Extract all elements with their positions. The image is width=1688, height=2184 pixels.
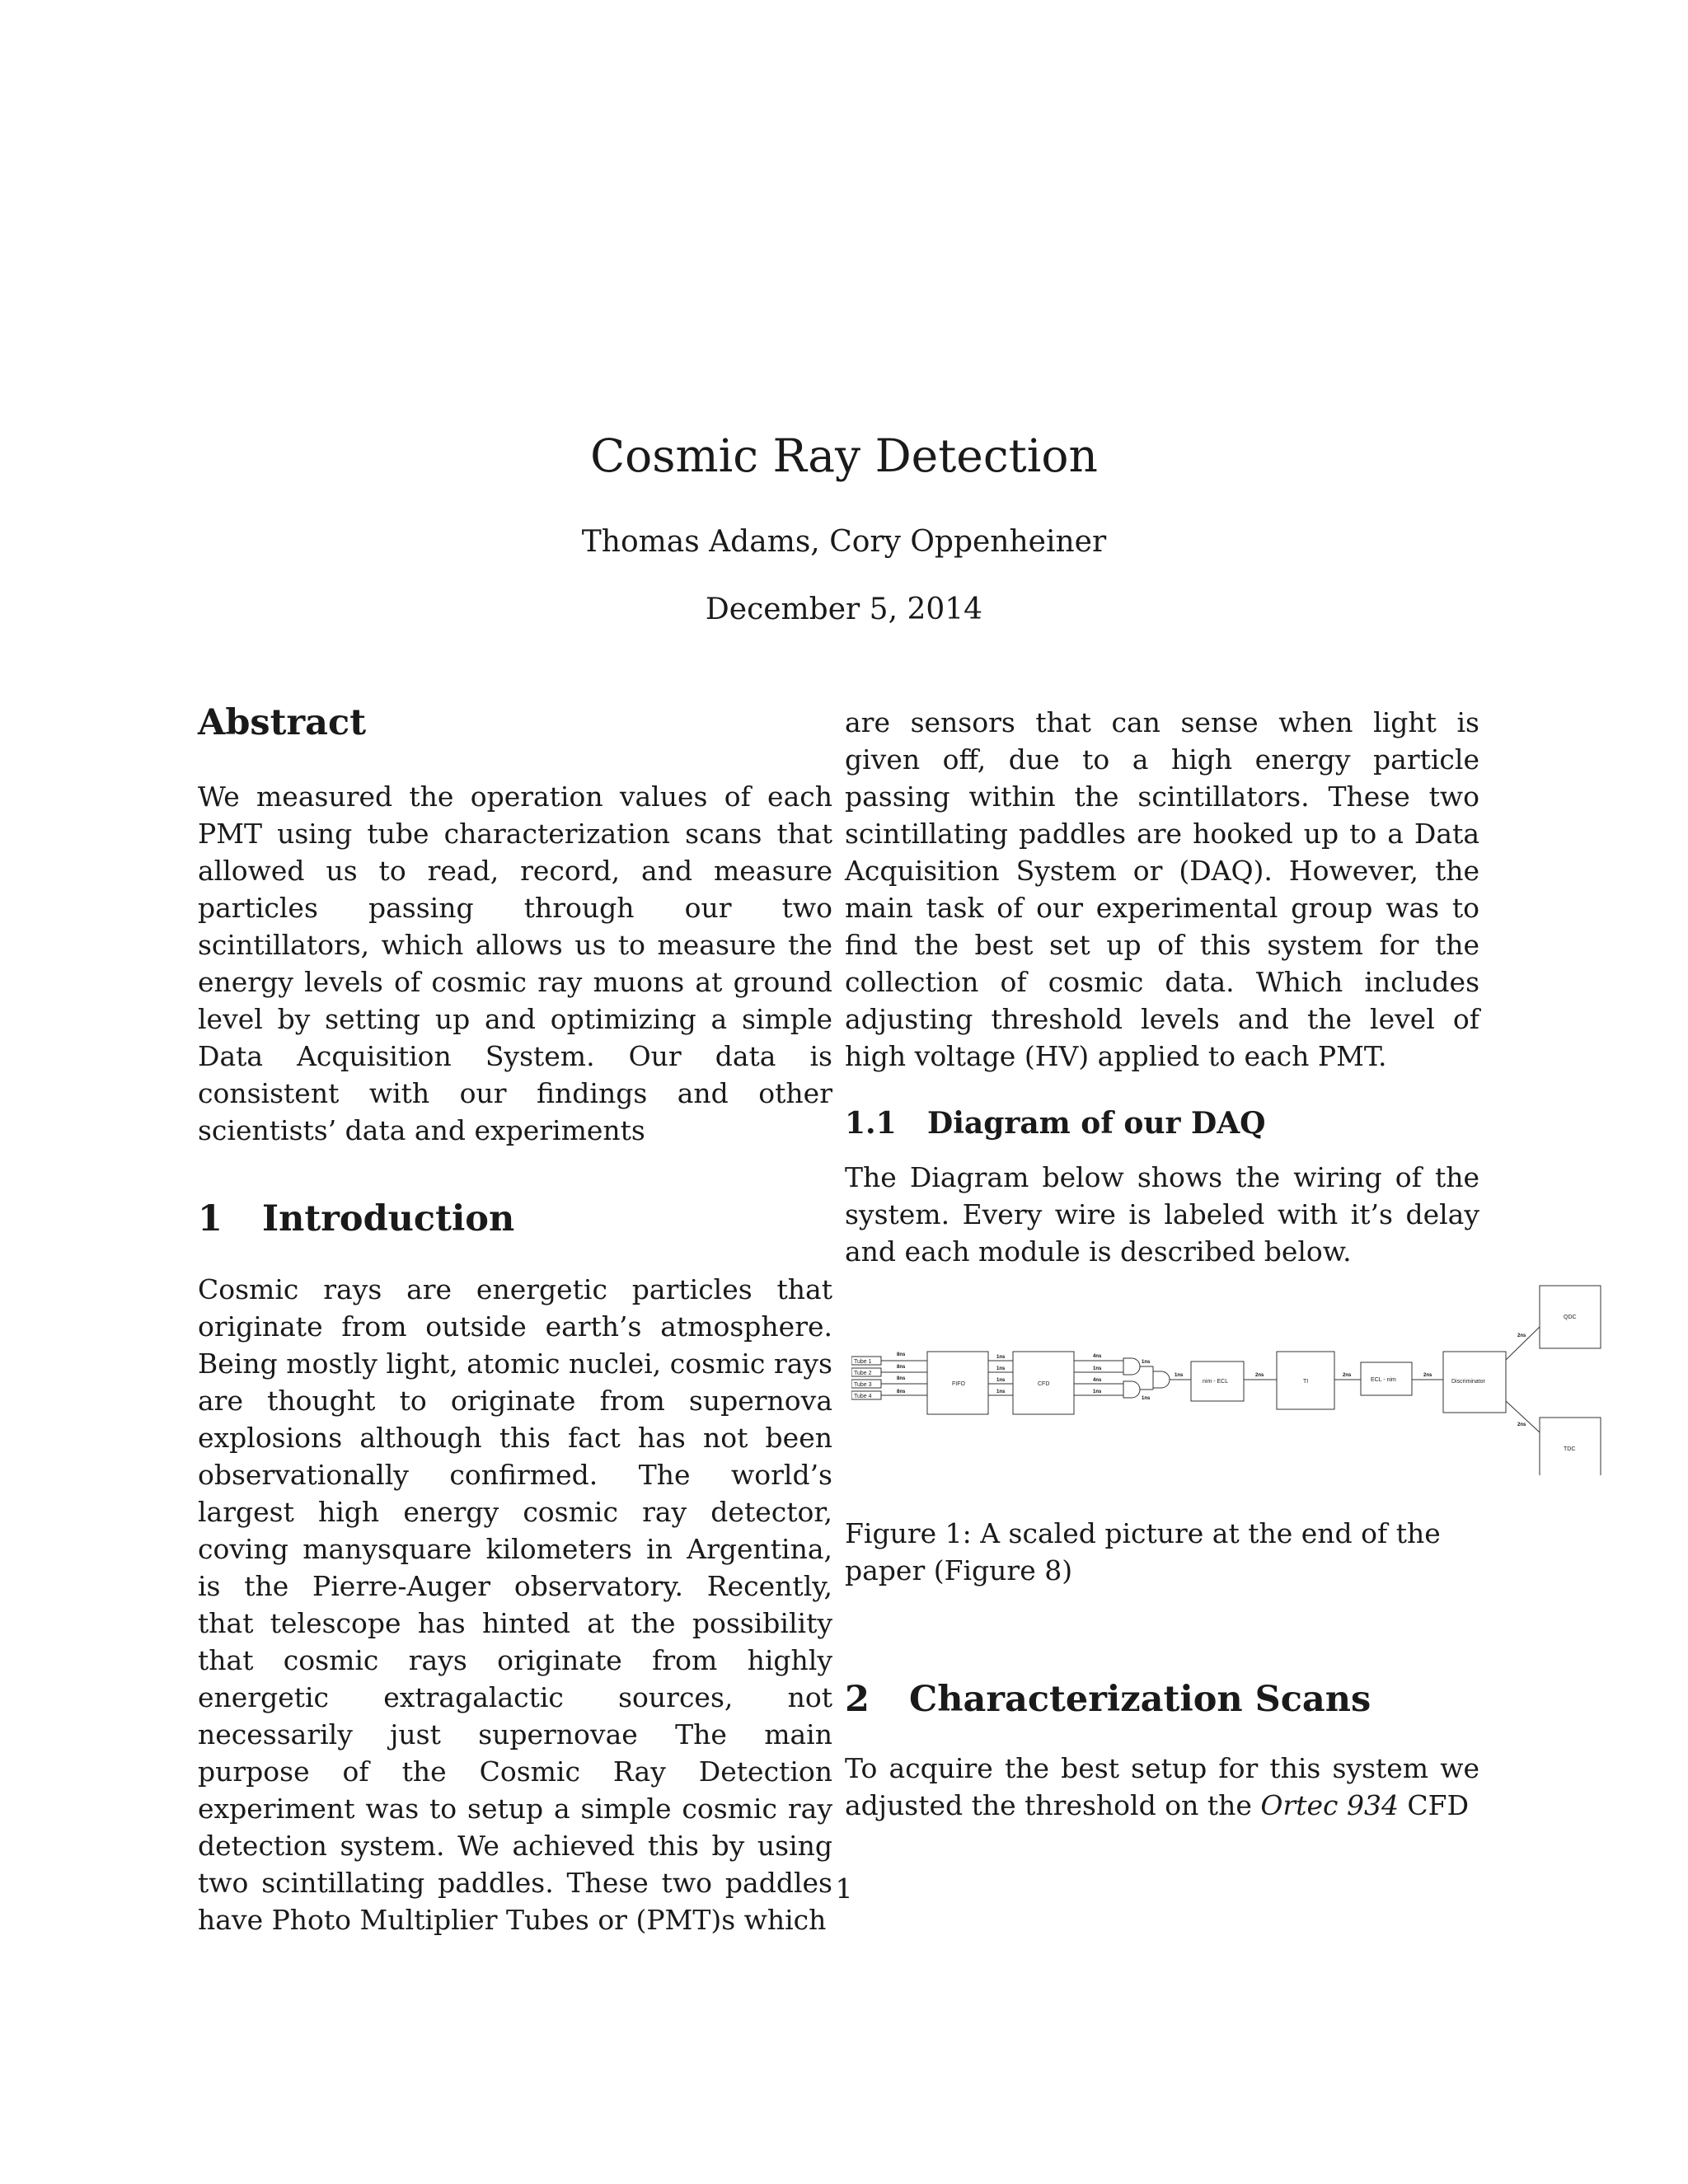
figure-caption: Figure 1: A scaled picture at the end of the paper (Figure 8) — [845, 1517, 1441, 1586]
tube-4-delay: 8ns — [897, 1390, 906, 1394]
page-number: 1 — [835, 1872, 853, 1905]
characterization-text-italic: Ortec 934 — [1260, 1789, 1399, 1821]
daq-diagram — [851, 1269, 1606, 1475]
tube-2-label: Tube 2 — [854, 1371, 872, 1376]
and-out-delay: 1ns — [1175, 1373, 1184, 1378]
tube-2-delay: 8ns — [897, 1365, 906, 1370]
qdc-label: QDC — [1564, 1315, 1577, 1320]
characterization-text — [845, 1750, 1479, 1824]
characterization-text-before: To acquire the best setup for this system we adjusted the threshold on the — [845, 1752, 1479, 1821]
abstract-text: We measured the operation values of each PMT using tube characterization scans that allowed us to read, record, and measure particles passing through our two scintillators, which allows us to measure the energy levels of cosmic ray muons at ground level by setting up and optimizing a simple Data Acquisition System. Our data is consistent with our findings and other scientists’ data and experiments — [198, 780, 832, 1146]
nim-ecl-delay: 2ns — [1255, 1373, 1264, 1378]
characterization-section — [845, 1677, 1479, 1824]
characterization-title: Characterization Scans — [909, 1679, 1372, 1720]
tdc-delay: 2ns — [1517, 1422, 1526, 1427]
ti-delay: 2ns — [1343, 1373, 1352, 1378]
introduction-text: Cosmic rays are energetic particles that originate from outside earth’s atmosphere. Being mostly light, atomic nuclei, cosmic rays are thought to originate from supernova explosions although this fact has not been observationally confirmed. The world’s largest high energy cosmic ray detector, coving manysquare kilometers in Argentina, is the Pierre-Auger observatory. Recently, that telescope has hinted at the possibility that cosmic rays originate from highly energetic extragalactic sources, not necessarily just supernovae The main purpose of the Cosmic Ray Detection experiment was to setup a simple cosmic ray detection system. We achieved this by using two scintillating paddles. These two paddles have Photo Multiplier Tubes or (PMT)s which — [198, 1273, 832, 1936]
tube-1-delay: 8ns — [897, 1352, 906, 1357]
subsection-number: 1.1 — [845, 1106, 897, 1141]
paper-title: Cosmic Ray Detection — [590, 429, 1098, 482]
ecl-nim-label: ECL - nim — [1371, 1377, 1396, 1383]
left-column — [198, 701, 832, 1938]
tube-4-label: Tube 4 — [854, 1394, 872, 1399]
fifo-delay-1: 1ns — [996, 1355, 1006, 1360]
characterization-heading — [845, 1677, 1479, 1722]
and-gate-2 — [1123, 1381, 1140, 1398]
characterization-number: 2 — [845, 1679, 870, 1720]
fifo-delay-2: 1ns — [996, 1366, 1006, 1371]
introduction-number: 1 — [198, 1198, 223, 1240]
introduction-continued-text: are sensors that can sense when light is given off, due to a high energy particle passing within the scintillators. These two scintillating paddles are hooked up to a Data Acquisition System or (DAQ). However, the main task of our experimental group was to find the best set up of this system for the collection of cosmic data. Which includes adjusting threshold levels and the level of high voltage (HV) applied to each PMT. — [845, 706, 1479, 1072]
subsection-title: Diagram of our DAQ — [927, 1106, 1266, 1141]
cfd-delay-1: 4ns — [1093, 1354, 1102, 1359]
characterization-text-after: CFD — [1398, 1789, 1470, 1821]
tube-1-label: Tube 1 — [854, 1359, 872, 1365]
fifo-delay-3: 1ns — [996, 1378, 1006, 1383]
tube-3-label: Tube 3 — [854, 1382, 872, 1388]
paper-authors: Thomas Adams, Cory Oppenheiner — [581, 525, 1107, 559]
and-gate-1 — [1123, 1358, 1140, 1375]
subsection-heading — [845, 1104, 1479, 1142]
nim-ecl-label: nim - ECL — [1203, 1379, 1229, 1385]
tdc-label: TDC — [1564, 1446, 1576, 1452]
ti-label: TI — [1303, 1379, 1309, 1385]
right-column — [845, 704, 1479, 1270]
cfd-delay-4: 1ns — [1093, 1390, 1102, 1394]
paper-date: December 5, 2014 — [705, 593, 983, 626]
fifo-label: FIFO — [952, 1381, 965, 1387]
cfd-delay-2: 1ns — [1093, 1366, 1102, 1371]
cfd-label: CFD — [1038, 1381, 1050, 1387]
and-gate-3 — [1153, 1371, 1170, 1388]
subsection-text: The Diagram below shows the wiring of the system. Every wire is labeled with it’s delay and each module is described below. — [845, 1161, 1479, 1268]
fifo-delay-4: 1ns — [996, 1390, 1006, 1394]
cfd-delay-3: 4ns — [1093, 1378, 1102, 1383]
discriminator-label: Discriminator — [1451, 1379, 1485, 1385]
abstract-heading: Abstract — [198, 702, 367, 743]
tube-3-delay: 8ns — [897, 1376, 906, 1381]
introduction-heading — [198, 1197, 832, 1241]
gate-delay-2: 1ns — [1142, 1396, 1151, 1401]
qdc-delay: 2ns — [1517, 1333, 1526, 1338]
gate-delay-1: 1ns — [1142, 1360, 1151, 1365]
introduction-title: Introduction — [262, 1198, 515, 1240]
ecl-nim-delay: 2ns — [1423, 1373, 1432, 1378]
